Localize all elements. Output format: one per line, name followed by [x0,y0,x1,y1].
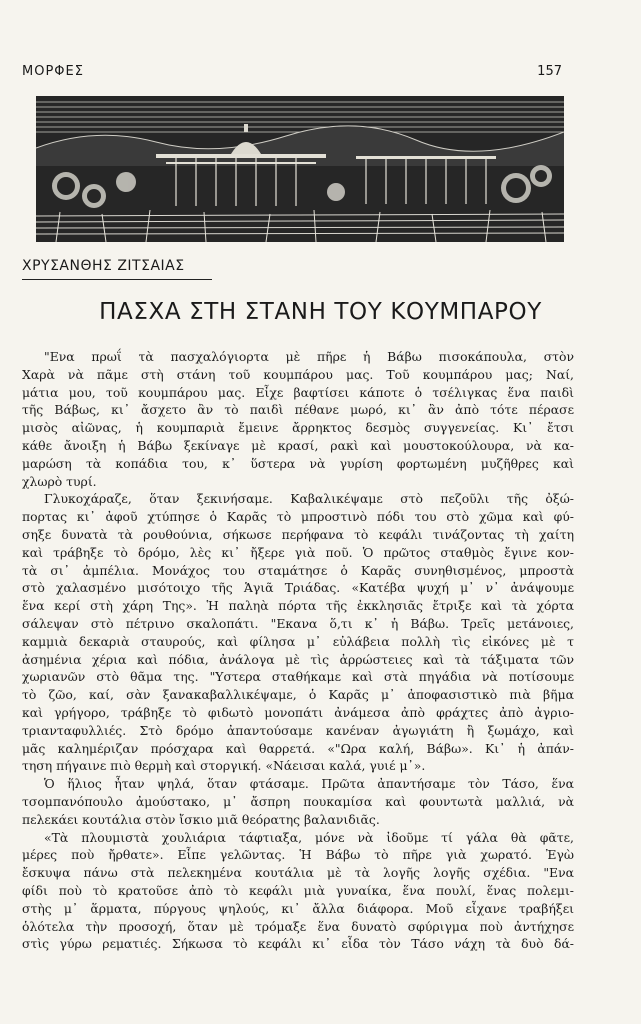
running-header [22,64,562,84]
page-number: 157 [537,64,562,79]
body-line: χωριανῶν στὸ θᾶμα της. "Υστερα σταθήκαμε καὶ στὰ πηγάδια νὰ ποτίσουμε [22,669,574,685]
author-underline [22,279,212,280]
body-line: τριανταφυλλιές. Στὸ δρόμο ἀπαντούσαμε κανέναν ἀγωγιάτη ἢ ξωμάχο, καὶ [22,722,574,738]
body-line: μᾶς καλημέριζαν πρόσχαρα καὶ θαρρετά. «"Ωρα καλή, Βάβω». Κι᾽ ἡ ἀπάν- [22,740,574,756]
body-line: στὶς γύρω ρεματιές. Σήκωσα τὸ κεφάλι κι᾽ εἶδα τὸν Τάσο νάχη τὰ δυὸ δά- [22,936,574,952]
article-body [22,348,574,953]
body-line: μέρες ποὺ ἤρθατε». Εἶπε γελῶντας. Ἡ Βάβω τὸ πῆρε γιὰ χωρατό. Ἐγὼ [22,847,574,863]
body-line: μάτια μου, τοῦ κουμπάρου μας. Εἶχε βαφτίσει κάποτε ὁ τσέλιγκας ἕνα παιδὶ [22,384,574,400]
body-line: ἕνα κερί στὴ χάρη Της». Ἡ παληὰ πόρτα τῆς ἐκκλησιᾶς ἔτριξε καὶ τὰ χόρτα [22,598,574,614]
body-line: «Τὰ πλουμιστὰ χουλιάρια τάφτιαξα, μόνε νὰ ἰδοῦμε τί γάλα θὰ φᾶτε, [44,829,574,845]
body-line: Γλυκοχάραζε, ὅταν ξεκινήσαμε. Καβαλικέψαμε στὸ πεζοῦλι τῆς ὀξώ- [44,491,574,507]
body-line: καμμιὰ δεκαριὰ σταυρούς, καὶ φίλησα μ᾽ εὐλάβεια πολλὴ τὶς εἰκόνες μὲ τ [22,633,574,649]
body-line: καὶ γρήγορο, τράβηξε τὸ φιδωτὸ μονοπάτι ἀνάμεσα ἀπὸ φράχτες ἀπὸ ἀγριο- [22,704,574,720]
article-title: ΠΑΣΧΑ ΣΤΗ ΣΤΑΝΗ ΤΟΥ ΚΟΥΜΠΑΡΟΥ [99,299,542,325]
body-line: στὴς μ᾽ ἅρματα, πύργους ψηλούς, κι᾽ ἄλλα διάφορα. Μοῦ εἶχανε τραβήξει [22,900,574,916]
body-line: χλωρὸ τυρί. [22,473,97,489]
body-line: σηξε δυνατὰ τὰ ρουθούνια, σήκωσε περήφανα τὸ κεφάλι τινάζοντας τὴ χαίτη [22,526,574,542]
body-line: τῆς Βάβως, κι᾽ ἄσχετο ἂν τὸ παιδὶ πέθανε μωρό, κι᾽ ἂν ἀπὸ τότε πέρασε [22,402,574,418]
woodcut-illustration [36,96,564,242]
woodcut-church-landscape-icon [36,96,564,242]
body-line: τὸ ζῶο, καί, σὰν ξανακαβαλλικέψαμε, ὁ Καρᾶς μ᾽ ἀποφασιστικὸ πιὰ βῆμα [22,687,574,703]
body-line: πελεκάει κουτάλια στὸν ἴσκιο μιᾶ θεόρατης βαλανιδιᾶς. [22,811,380,827]
author-name: ΧΡΥΣΑΝΘΗΣ ΖΙΤΣΑΙΑΣ [22,258,185,274]
body-line: ὁλότελα τὴν προσοχή, ὅταν μὲ τρόμαξε ἕνα δυνατὸ σφύριγμα ποὺ ἀντήχησε [22,918,574,934]
body-line: τὰ σι᾽ ἀμπέλια. Μονάχος του σταμάτησε ὁ Καρᾶς συνηθισμένος, μπροστὰ [22,562,574,578]
body-line: ἀσημένια χέρια καὶ πόδια, ἀνάλογα μὲ τὶς ἀρρώστειες καὶ τὰ τάξιματα τῶν [22,651,574,667]
body-line: τηση πήγαινε πιὸ θερμὴ καὶ στοργική. «Νάεισαι καλά, γυιέ μ᾽». [22,758,426,774]
body-line: κάθε ἄνοιξη ἡ Βάβω ξεκίναγε μὲ κρασί, ρακὶ καὶ μουστοκούλουρα, νὰ κα- [22,437,574,453]
body-line: τσομπανόπουλο ἀμούστακο, μ᾽ ἄσπρη πουκαμίσα καὶ φουντωτὰ μαλλιά, νὰ [22,793,574,809]
body-line: πορτας κι᾽ ἀφοῦ χτύπησε ὁ Καρᾶς τὸ μπροστινὸ πόδι του στὸ χῶμα καὶ φύ- [22,509,574,525]
body-line: Χαρὰ νὰ πᾶμε στὴ στάνη τοῦ κουμπάρου μας. Τοῦ κουμπάρου μας; Ναί, [22,366,574,382]
body-line: στὸ χαλασμένο μισότοιχο τῆς Ἁγιᾶ Τριάδας. «Κατέβα ψυχή μ᾽ ν᾽ ἀνάψουμε [22,580,574,596]
body-line: σάλεψαν στὸ πέτρινο σκαλοπάτι. "Εκανα ὅ,τι κ᾽ ἡ Βάβω. Τρεῖς μετάνοιες, [22,615,574,631]
body-line: φίδι ποὺ τὸ κρατοῦσε ἀπὸ τὸ κεφάλι μιὰ γυναίκα, ἕνα πουλί, ἕνας πολεμι- [22,882,574,898]
body-line: ἔσκυψα πάνω στὰ πελεκημένα κουτάλια μὲ τὰ λογῆς λογῆς σχέδια. "Ενα [22,865,574,881]
body-line: Ὁ ἥλιος ἦταν ψηλά, ὅταν φτάσαμε. Πρῶτα ἀπαντήσαμε τὸν Τάσο, ἕνα [44,776,574,792]
body-line: καὶ τράβηξε τὸ δρόμο, λὲς κι᾽ ἤξερε γιὰ ποῦ. Ὁ πρῶτος σταθμὸς ἔγινε κον- [22,544,574,560]
journal-title: ΜΟΡΦΕΣ [22,64,84,79]
body-line: "Ενα πρωΐ τὰ πασχαλόγιορτα μὲ πῆρε ἡ Βάβω πισοκάπουλα, στὸν [44,349,574,364]
body-line: μισὸς αἰῶνας, ἡ κουμπαριὰ ἔμεινε ἄρρηκτος δεσμὸς συγγενείας. Κι᾽ ἔτσι [22,420,574,436]
body-line: μαρώση τὰ κοπάδια του, κ᾽ ὕστερα νὰ γυρίση φορτωμένη μυζῆθρες καὶ [22,455,574,471]
